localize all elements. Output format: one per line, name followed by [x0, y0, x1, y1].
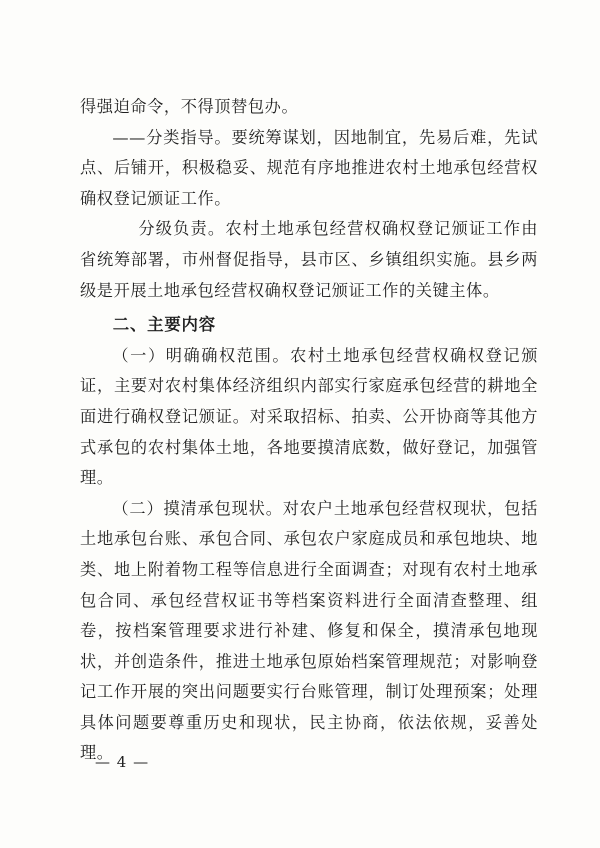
paragraph-classified-guidance: ——分类指导。要统筹谋划，因地制宜，先易后难，先试点、后铺开，积极稳妥、规范有序地推进农村土地承包经营权确权登记颁证工作。 [80, 127, 538, 208]
document-body [80, 92, 538, 769]
paragraph-define-scope: （一）明确确权范围。农村土地承包经营权确权登记颁证，主要对农村集体经济组织内部实行家庭承包经营的耕地全面进行确权登记颁证。对采取招标、拍卖、公开协商等其他方式承包的农村集体土地，各地要摸清底数，做好登记，加强管理。 [80, 345, 538, 488]
paragraph-continuation: 得强迫命令，不得顶替包办。 [80, 97, 299, 116]
page-number: — 4 — [95, 753, 150, 771]
section-heading-main-content: 二、主要内容 [112, 315, 216, 335]
paragraph-survey-status: （二）摸清承包现状。对农户土地承包经营权现状，包括土地承包台账、承包合同、承包农户家庭成员和承包地块、地类、地上附着物工程等信息进行全面调查；对现有农村土地承包合同、承包经营权证书等档案资料进行全面清查整理、组卷，按档案管理要求进行补建、修复和保全，摸清承包地现状，并创造条件，推进土地承包原始档案管理规范；对影响登记工作开展的突出问题要实行台账管理，制订处理预案；处理具体问题要尊重历史和现状，民主协商，依法依规，妥善处理。 [80, 498, 538, 763]
paragraph-graded-responsibility: 分级负责。农村土地承包经营权确权登记颁证工作由省统筹部署，市州督促指导，县市区、乡镇组织实施。县乡两级是开展土地承包经营权确权登记颁证工作的关键主体。 [80, 219, 538, 300]
